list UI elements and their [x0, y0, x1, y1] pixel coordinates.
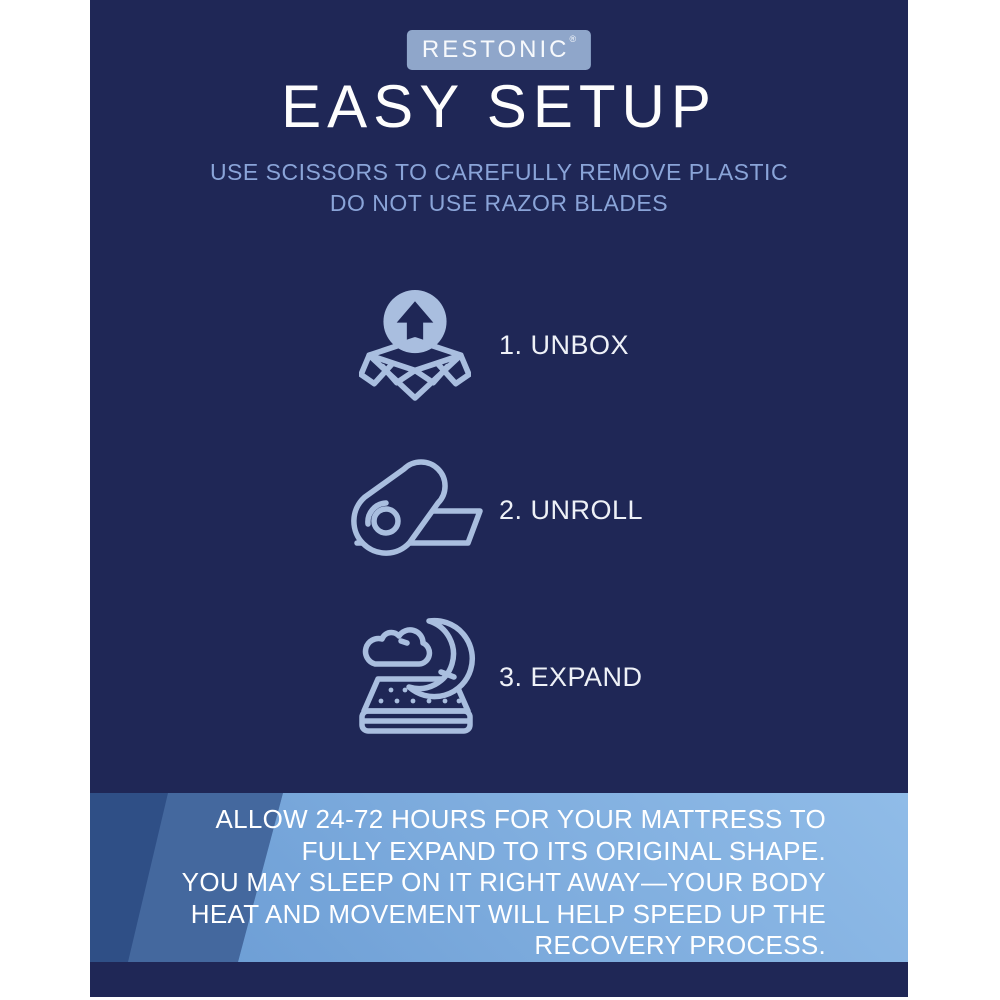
- unroll-icon: [345, 458, 485, 563]
- subtitle: [90, 157, 908, 219]
- step-label-unroll: 2. UNROLL: [499, 494, 644, 525]
- subtitle-line-2: DO NOT USE RAZOR BLADES: [329, 190, 669, 216]
- step-label-unbox: 1. UNBOX: [499, 329, 630, 360]
- unbox-icon: [345, 288, 485, 402]
- brand-name: RESTONIC: [421, 36, 570, 63]
- banner-line-4: HEAT AND MOVEMENT WILL HELP SPEED UP THE: [190, 898, 826, 929]
- banner-text: [182, 804, 826, 962]
- banner-line-5: RECOVERY PROCESS.: [534, 930, 826, 960]
- step-row-unroll: [345, 455, 643, 565]
- expand-icon-svg: [351, 617, 479, 737]
- step-row-expand: [345, 615, 643, 739]
- banner-line-3: YOU MAY SLEEP ON IT RIGHT AWAY—YOUR BODY: [181, 867, 826, 897]
- page-title: EASY SETUP: [281, 73, 717, 140]
- subtitle-line-1: USE SCISSORS TO CAREFULLY REMOVE PLASTIC: [209, 159, 789, 185]
- info-banner: [90, 793, 908, 962]
- banner-line-2: FULLY EXPAND TO ITS ORIGINAL SHAPE.: [301, 835, 826, 866]
- step-row-unbox: [345, 288, 629, 402]
- step-label-expand: 3. EXPAND: [499, 661, 643, 692]
- expand-icon: [345, 617, 485, 737]
- registered-mark: ®: [569, 34, 577, 44]
- banner-line-1: ALLOW 24-72 HOURS FOR YOUR MATTRESS TO: [215, 804, 826, 834]
- unbox-icon-svg: [359, 288, 471, 402]
- poster-background: [90, 0, 908, 997]
- unroll-icon-svg: [345, 458, 485, 563]
- brand-badge: [407, 30, 591, 70]
